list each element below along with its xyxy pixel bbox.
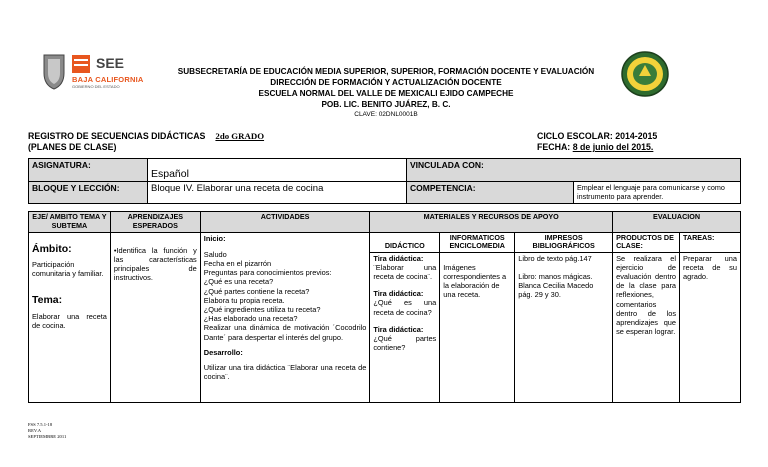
footer-code	[28, 422, 66, 440]
vinculada-label: VINCULADA CON:	[407, 159, 741, 182]
header-impresos: IMPRESOS BIBLIOGRÁFICOS	[515, 232, 613, 252]
registro-subtitle: (PLANES DE CLASE)	[28, 142, 117, 152]
header-evaluacion: EVALUACION	[613, 212, 741, 233]
didactico-3-label: Tira didáctica:	[373, 324, 424, 334]
impresos-cell	[515, 252, 613, 402]
header-actividades: ACTIVIDADES	[200, 212, 370, 233]
actividad-item: Elabora tu propia receta.	[203, 295, 285, 305]
header-line-4: POB. LIC. BENITO JUÁREZ, B. C.	[321, 100, 451, 109]
productos-value: Se realizara el ejercicio de evaluación dentro de la clase para reflexiones, comentarios dentro de los aprendizajes que se esperan lograr.	[613, 252, 680, 402]
didactico-1-label: Tira didáctica:	[373, 253, 424, 263]
ambito-label: Ámbito:	[32, 242, 72, 255]
inicio-label: Inicio:	[203, 233, 226, 243]
desarrollo-label: Desarrollo:	[203, 347, 243, 357]
bloque-label: BLOQUE Y LECCIÓN:	[29, 182, 148, 204]
bloque-value: Bloque IV. Elaborar una receta de cocina	[148, 182, 407, 204]
grado-label: 2do GRADO	[215, 131, 265, 141]
actividad-item: ¿Qué es una receta?	[203, 277, 274, 287]
info-table	[28, 158, 741, 204]
header-line-1: SUBSECRETARÍA DE EDUCACIÓN MEDIA SUPERIOR, SUPERIOR, FORMACIÓN DOCENTE Y EVALUACIÓN	[177, 67, 595, 76]
footer-line-2: REV.A	[28, 428, 42, 433]
header-eje: EJE/ AMBITO TEMA Y SUBTEMA	[29, 212, 111, 233]
tema-value: Elaborar una receta de cocina.	[32, 312, 107, 331]
baja-california-logo-text: BAJA CALIFORNIA	[72, 75, 144, 84]
competencia-value: Emplear el lenguaje para comunicarse y como instrumento para aprender.	[574, 182, 741, 204]
tareas-value: Preparar una receta de su agrado.	[680, 252, 741, 402]
didactico-2-label: Tira didáctica:	[373, 289, 424, 299]
actividad-item: Preguntas para conocimientos previos:	[203, 268, 332, 278]
asignatura-value: Español	[148, 159, 407, 182]
impresos-2: Libro: manos mágicas. Blanca Cecilia Macedo pág. 29 y 30.	[518, 271, 594, 300]
fecha-value: 8 de junio del 2015.	[572, 142, 654, 152]
actividades-list	[204, 250, 367, 342]
header-informaticos: INFORMATICOS ENCICLOMEDIA	[440, 232, 515, 252]
impresos-1: Libro de texto pág.147	[518, 253, 592, 263]
informaticos-value: Imágenes correspondientes a la elaboración de una receta.	[440, 252, 515, 402]
actividades-cell	[200, 232, 370, 402]
header-line-3: ESCUELA NORMAL DEL VALLE DE MEXICALI EJIDO CAMPECHE	[258, 89, 514, 98]
actividad-item: ¿Qué partes contiene la receta?	[203, 286, 310, 296]
desarrollo-value: Utilizar una tira didáctica ¨Elaborar una receta de cocina¨.	[203, 363, 367, 382]
actividad-item: ¿Qué ingredientes utiliza tu receta?	[203, 305, 321, 315]
actividad-item: Saludo	[203, 249, 227, 259]
header-materiales: MATERIALES Y RECURSOS DE APOYO	[370, 212, 613, 233]
aprendizajes-value: •Identifica la función y las características principales de instructivos.	[110, 232, 200, 402]
gobierno-logo-text: GOBIERNO DEL ESTADO	[72, 84, 120, 89]
ciclo-fecha-block	[537, 131, 657, 153]
header-tareas: TAREAS:	[680, 232, 741, 252]
footer-line-1: FSS 7.5.1-18	[28, 422, 53, 427]
didactico-2-value: ¿Qué es una receta de cocina?	[373, 298, 437, 317]
registro-title: REGISTRO DE SECUENCIAS DIDÁCTICAS	[28, 131, 206, 141]
tema-label: Tema:	[32, 294, 63, 306]
see-logo-text: SEE	[96, 55, 125, 71]
header-clave: CLAVE: 02DNL0001B	[354, 111, 418, 118]
asignatura-label: ASIGNATURA:	[29, 159, 148, 182]
registro-title-block	[28, 131, 264, 153]
actividad-item: Realizar una dinámica de motivación ´Cocodrilo Dante´ para despertar el interés del grupo.	[203, 323, 367, 342]
escuela-normal-seal	[620, 50, 670, 98]
eje-cell	[29, 232, 111, 402]
footer-line-3: SEPTIEMBRE 2011	[28, 434, 67, 439]
header-aprendizajes: APRENDIZAJES ESPERADOS	[110, 212, 200, 233]
secuencia-table	[28, 211, 741, 403]
didactico-cell	[370, 252, 440, 402]
header-productos: PRODUCTOS DE CLASE:	[613, 232, 680, 252]
actividad-item: ¿Has elaborado una receta?	[203, 314, 298, 324]
ciclo-escolar: CICLO ESCOLAR: 2014-2015	[537, 131, 658, 141]
didactico-1-value: ¨Elaborar una receta de cocina¨.	[373, 262, 437, 281]
header-line-2: DIRECCIÓN DE FORMACIÓN Y ACTUALIZACIÓN DOCENTE	[270, 78, 502, 87]
competencia-label: COMPETENCIA:	[407, 182, 574, 204]
fecha-label: FECHA:	[537, 142, 573, 152]
see-baja-california-logo	[38, 51, 158, 93]
actividad-item: Fecha en el pizarrón	[203, 259, 272, 268]
ambito-value: Participación comunitaria y familiar.	[32, 259, 104, 278]
didactico-3-value: ¿Qué partes contiene?	[373, 334, 437, 353]
header-didactico: DIDÁCTICO	[370, 232, 440, 252]
